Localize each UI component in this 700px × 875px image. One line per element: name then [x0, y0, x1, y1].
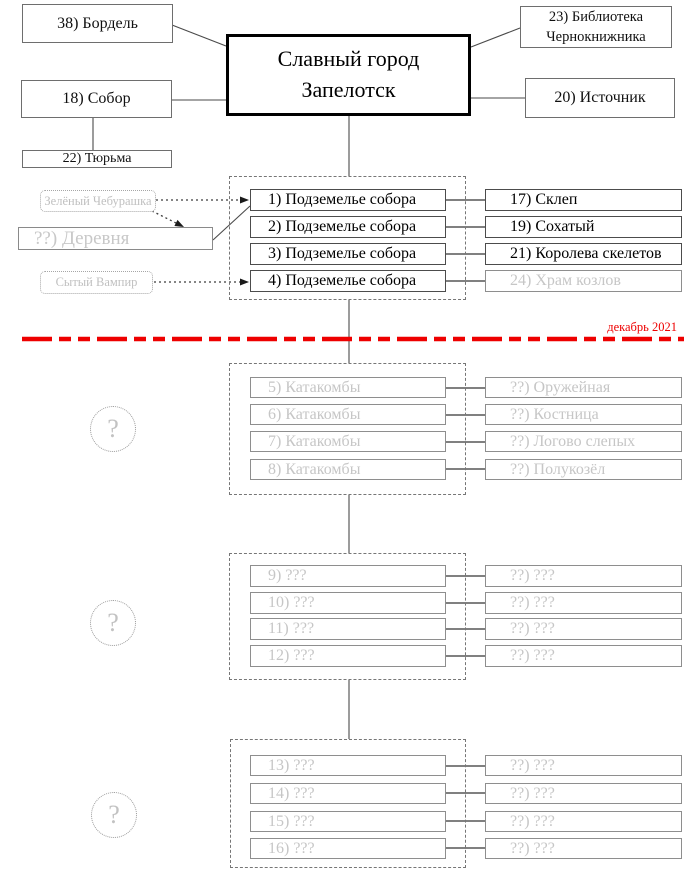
node-cathedral: 18) Собор: [21, 80, 172, 118]
unknown-group-marker-2: ?: [90, 600, 136, 646]
dungeon-box-10: 10) ???: [250, 592, 446, 614]
dungeon-box-2: 2) Подземелье собора: [250, 216, 446, 238]
location-box-unknown-16: ??) ???: [485, 838, 682, 859]
dungeon-box-14: 14) ???: [250, 783, 446, 804]
location-box-unknown-13: ??) ???: [485, 755, 682, 776]
node-source: 20) Источник: [525, 78, 675, 118]
node-village: ??) Деревня: [18, 227, 213, 250]
timeline-label: декабрь 2021: [607, 320, 677, 334]
dungeon-box-16: 16) ???: [250, 838, 446, 859]
location-box-unknown-9: ??) ???: [485, 565, 682, 587]
unknown-group-marker-1: ?: [90, 406, 136, 452]
dungeon-box-15: 15) ???: [250, 811, 446, 832]
node-warlock-library-line2: Чернокнижника: [546, 29, 646, 45]
dungeon-box-11: 11) ???: [250, 618, 446, 640]
note-full-vampire: Сытый Вампир: [40, 271, 153, 294]
location-box-blind-lair: ??) Логово слепых: [485, 431, 682, 452]
city-name-line1: Славный город: [277, 46, 420, 72]
location-box-skeleton-queen: 21) Королева скелетов: [485, 243, 682, 265]
location-box-crypt: 17) Склеп: [485, 189, 682, 211]
city-title-box: [226, 34, 471, 116]
location-box-ossuary: ??) Костница: [485, 404, 682, 425]
dungeon-box-9: 9) ???: [250, 565, 446, 587]
location-box-unknown-11: ??) ???: [485, 618, 682, 640]
note-green-cheburashka: Зелёный Чебурашка: [40, 190, 156, 212]
location-box-unknown-10: ??) ???: [485, 592, 682, 614]
unknown-group-marker-3: ?: [91, 792, 137, 838]
dungeon-box-13: 13) ???: [250, 755, 446, 776]
node-warlock-library: [520, 6, 672, 48]
dungeon-box-6: 6) Катакомбы: [250, 404, 446, 425]
location-box-goat-temple: 24) Храм козлов: [485, 270, 682, 292]
location-box-unknown-14: ??) ???: [485, 783, 682, 804]
node-prison: 22) Тюрьма: [22, 150, 172, 168]
dungeon-box-4: 4) Подземелье собора: [250, 270, 446, 292]
dungeon-box-8: 8) Катакомбы: [250, 459, 446, 480]
location-box-unknown-15: ??) ???: [485, 811, 682, 832]
location-box-armory: ??) Оружейная: [485, 377, 682, 398]
city-name-line2: Запелотск: [301, 77, 396, 102]
node-bordello: 38) Бордель: [22, 4, 173, 43]
node-warlock-library-line1: 23) Библиотека: [548, 8, 644, 25]
location-box-unknown-12: ??) ???: [485, 645, 682, 667]
location-box-halfgoat: ??) Полукозёл: [485, 459, 682, 480]
dungeon-box-12: 12) ???: [250, 645, 446, 667]
location-box-sohaty: 19) Сохатый: [485, 216, 682, 238]
dungeon-box-7: 7) Катакомбы: [250, 431, 446, 452]
dungeon-box-3: 3) Подземелье собора: [250, 243, 446, 265]
dungeon-box-5: 5) Катакомбы: [250, 377, 446, 398]
dungeon-box-1: 1) Подземелье собора: [250, 189, 446, 211]
